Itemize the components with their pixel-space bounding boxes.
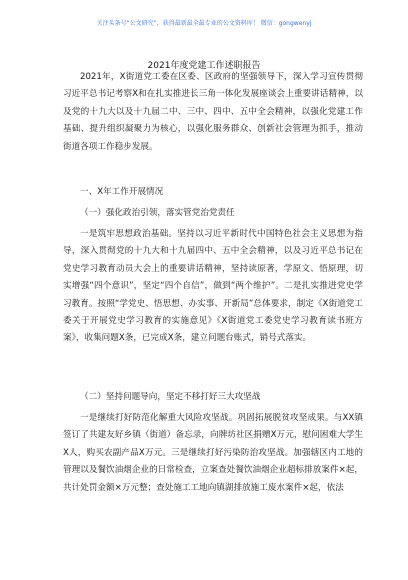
subsection-heading-2: （二）坚持问题导向，坚定不移打好三大攻坚战 [80, 392, 261, 402]
section-heading-1: 一、X年工作开展情况 [80, 187, 164, 197]
promo-banner[interactable]: 关注头条号“公文研究”，获得最新最全最专业的公文资料库！ 微信：gongwenyj [96, 20, 312, 27]
subsection-heading-1: （一）强化政治引领，落实管党治党责任 [80, 208, 235, 218]
body-paragraph-2: 一是继续打好防范化解重大风险攻坚战。巩固拓展脱贫攻坚成果。与XX镇签订了共建友好乡镇（街道）备忘录，向牌坊社区捐赠X万元，慰问困难大学生X人，购买农副产品X万元。三是继续打好污染防治攻坚战。加强辖区内工地的管理以及餐饮油烟企业的日常检查，立案查处餐饮油烟企业超标排放案件×起，共计处罚金额×万元整；查处施工工地向镇湖排放施工废水案件×起，依法 [63, 413, 363, 493]
body-paragraph-1: 一是筑牢思想政治基础。坚持以习近平新时代中国特色社会主义思想为指导，深入贯彻党的十九大和十九届四中、五中全会精神，以及习近平总书记在党史学习教育动员大会上的重要讲话精神，坚持读原著，学原文、悟原理，切实增强“四个意识”，坚定“四个自信”，做到“两个维护”。二是扎实推进党史学习教育。按照“学党史、悟思想、办实事、开新局”总体要求，制定《X街道党工委关于开展党史学习教育的实施意见》《X街道党工委党史学习教育读书班方案》，收集问题X条，已完成X条，建立问题台账式，销号式落实。 [63, 229, 363, 344]
intro-paragraph: 2021年，X街道党工委在区委、区政府的坚强领导下，深入学习宣传贯彻习近平总书记考察X和在扎实推进长三角一体化发展座谈会上重要讲话精神，以及党的十九大以及十九届二中、三中、四中、五中全会精神，以强化党建工作基础、提升组织凝聚力为核心，以强化服务群众、创新社会管理为抓手，推动街道各项工作稳步发展。 [63, 72, 363, 152]
document-title: 2021年度党建工作述职报告 [147, 61, 261, 71]
